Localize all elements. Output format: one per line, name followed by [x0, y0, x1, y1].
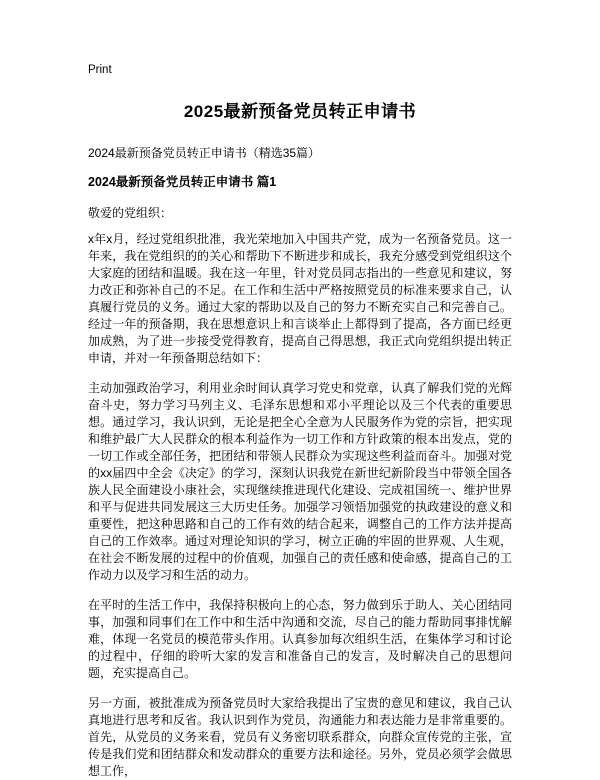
salutation: 敬爱的党组织： — [88, 206, 173, 220]
paragraph-2: 主动加强政治学习，利用业余时间认真学习党史和党章，认真了解我们党的光辉奋斗史，努力学习马列主义、毛泽东思想和邓小平理论以及三个代表的重要思想。通过学习，我认识到，无论是把全心全意为人民服务作为党的宗旨，把实现和维护最广大人民群众的根本利益作为一切工作和方针政策的根本出发点，党的一切工作或全部任务，把团结和带领人民群众为实现这些利益而奋斗。加强对党的xx届四中全会《决定》的学习，深刻认识我党在新世纪新阶段当中带领全国各族人民全面建设小康社会，实现继续推进现代化建设、完成祖国统一、维护世界和平与促进共同发展这三大历史任务。加强学习领悟加强党的执政建设的意义和重要性，把这种思路和自己的工作有效的结合起来，调整自己的工作方法并提高自己的工作效率。通过对理论知识的学习，树立正确的牢固的世界观、人生观，在社会不断发展的过程中的价值观，加强自己的责任感和使命感，提高自己的工作动力以及学习和生活的动力。 — [88, 381, 512, 582]
paragraph-3: 在平时的生活工作中，我保持积极向上的心态，努力做到乐于助人、关心团结同事，加强和同事们在工作中和生活中沟通和交流，尽自己的能力帮助同事排忧解难，体现一名党员的模范带头作用。认真参加每次组织生活，在集体学习和讨论的过程中，仔细的聆听大家的发言和准备自己的发言，及时解决自己的思想问题，充实提高自己。 — [88, 598, 512, 680]
page-title: 2025最新预备党员转正申请书 — [183, 102, 417, 121]
section-heading: 2024最新预备党员转正申请书 篇1 — [88, 175, 277, 189]
print-button[interactable]: Print — [88, 64, 112, 76]
paragraph-4: 另一方面，被批准成为预备党员时大家给我提出了宝贵的意见和建议，我自己认真地进行思考和反省。我认识到作为党员，沟通能力和表达能力是非常重要的。首先，从党员的义务来看，党员有义务密切联系群众，向群众宣传党的主张，宣传是我们党和团结群众和发动群众的重要方法和途径。另外，党员必须学会做思想工作， — [88, 696, 512, 778]
subtitle: 2024最新预备党员转正申请书（精选35篇） — [88, 146, 321, 160]
paragraph-1: x年x月，经过党组织批准，我光荣地加入中国共产党，成为一名预备党员。这一年来，我在党组织的的关心和帮助下不断进步和成长，我充分感受到党组织这个大家庭的团结和温暖。我在这一年里，针对党员同志指出的一些意见和建议，努力改正和弥补自己的不足。在工作和生活中严格按照党员的标准来要求自己，认真履行党员的义务。通过大家的帮助以及自己的努力不断充实自己和完善自己。经过一年的预备期，我在思想意识上和言谈举止上都得到了提高，各方面已经更加成熟，为了进一步接受党得教育，提高自己得思想，我正式向党组织提出转正申请，并对一年预备期总结如下： — [88, 232, 512, 365]
